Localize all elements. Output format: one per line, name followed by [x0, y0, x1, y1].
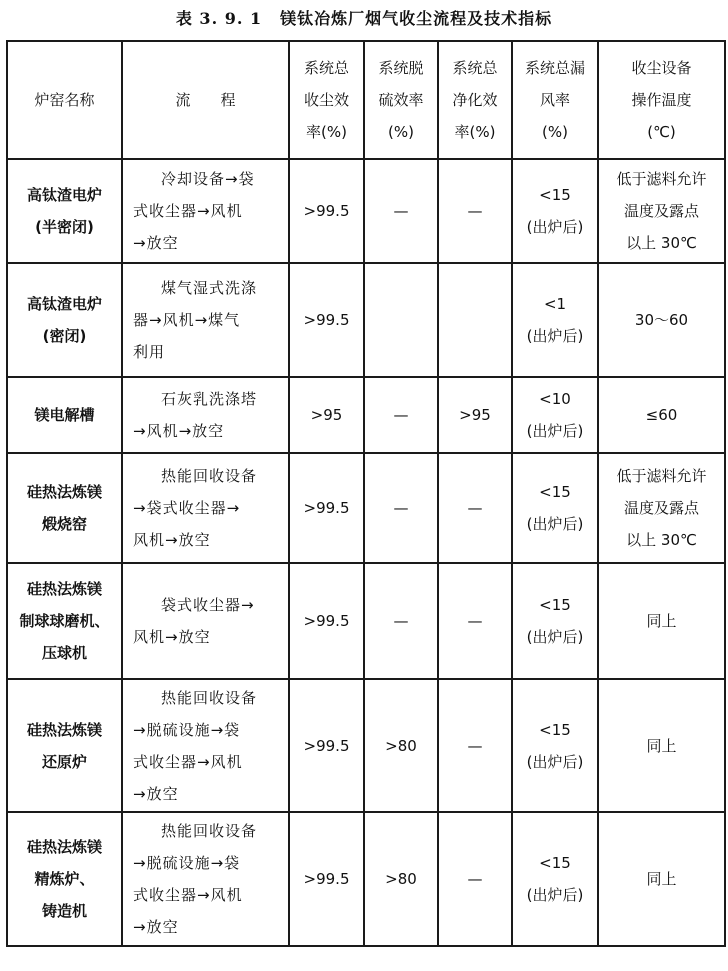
cell-process: 冷却设备→袋 式收尘器→风机 →放空 [122, 159, 289, 263]
cell-process: 热能回收设备 →脱硫设施→袋 式收尘器→风机 →放空 [122, 812, 289, 946]
cell-temperature: 低于滤料允许 温度及露点 以上 30℃ [598, 159, 725, 263]
cell-name: 高钛渣电炉 (半密闭) [7, 159, 122, 263]
cell-efficiency: >99.5 [289, 263, 364, 377]
cell-efficiency: >99.5 [289, 812, 364, 946]
cell-name: 硅热法炼镁 煅烧窑 [7, 453, 122, 563]
cell-purification: — [438, 812, 512, 946]
cell-temperature: 同上 [598, 679, 725, 812]
cell-desulfurization: — [364, 377, 438, 453]
cell-leakage: <15 (出炉后) [512, 159, 598, 263]
cell-desulfurization: — [364, 563, 438, 679]
cell-efficiency: >99.5 [289, 159, 364, 263]
cell-purification: — [438, 563, 512, 679]
table-number: 表 3. 9. 1 [175, 9, 263, 28]
cell-desulfurization [364, 263, 438, 377]
header-desulfurization: 系统脱 硫效率 (%) [364, 41, 438, 159]
table-title [0, 6, 728, 29]
cell-purification: — [438, 453, 512, 563]
cell-desulfurization: — [364, 159, 438, 263]
cell-temperature: 同上 [598, 812, 725, 946]
cell-desulfurization: >80 [364, 812, 438, 946]
cell-process: 热能回收设备 →袋式收尘器→ 风机→放空 [122, 453, 289, 563]
cell-leakage: <15 (出炉后) [512, 453, 598, 563]
cell-process: 石灰乳洗涤塔 →风机→放空 [122, 377, 289, 453]
table-caption: 镁钛冶炼厂烟气收尘流程及技术指标 [280, 9, 553, 28]
table-row [7, 263, 725, 377]
cell-efficiency: >99.5 [289, 563, 364, 679]
cell-purification [438, 263, 512, 377]
table-row [7, 377, 725, 453]
table-row [7, 453, 725, 563]
cell-process: 煤气湿式洗涤 器→风机→煤气 利用 [122, 263, 289, 377]
cell-temperature: 低于滤料允许 温度及露点 以上 30℃ [598, 453, 725, 563]
header-temperature: 收尘设备 操作温度 (℃) [598, 41, 725, 159]
cell-process: 热能回收设备 →脱硫设施→袋 式收尘器→风机 →放空 [122, 679, 289, 812]
cell-desulfurization: — [364, 453, 438, 563]
header-process: 流 程 [122, 41, 289, 159]
cell-leakage: <15 (出炉后) [512, 812, 598, 946]
table-row [7, 812, 725, 946]
header-purification: 系统总 净化效 率(%) [438, 41, 512, 159]
cell-efficiency: >99.5 [289, 453, 364, 563]
header-efficiency: 系统总 收尘效 率(%) [289, 41, 364, 159]
cell-temperature: ≤60 [598, 377, 725, 453]
cell-name: 硅热法炼镁 还原炉 [7, 679, 122, 812]
cell-name: 硅热法炼镁 制球球磨机、 压球机 [7, 563, 122, 679]
cell-leakage: <1 (出炉后) [512, 263, 598, 377]
cell-process: 袋式收尘器→ 风机→放空 [122, 563, 289, 679]
header-name: 炉窑名称 [7, 41, 122, 159]
data-table [6, 40, 726, 947]
table-row [7, 679, 725, 812]
table-row [7, 159, 725, 263]
cell-purification: — [438, 159, 512, 263]
cell-leakage: <10 (出炉后) [512, 377, 598, 453]
header-row [7, 41, 725, 159]
header-leakage: 系统总漏 风率 (%) [512, 41, 598, 159]
cell-efficiency: >95 [289, 377, 364, 453]
cell-name: 镁电解槽 [7, 377, 122, 453]
cell-name: 硅热法炼镁 精炼炉、 铸造机 [7, 812, 122, 946]
cell-name: 高钛渣电炉 (密闭) [7, 263, 122, 377]
cell-purification: >95 [438, 377, 512, 453]
table-row [7, 563, 725, 679]
cell-temperature: 同上 [598, 563, 725, 679]
cell-leakage: <15 (出炉后) [512, 563, 598, 679]
cell-efficiency: >99.5 [289, 679, 364, 812]
cell-leakage: <15 (出炉后) [512, 679, 598, 812]
cell-purification: — [438, 679, 512, 812]
cell-temperature: 30～60 [598, 263, 725, 377]
cell-desulfurization: >80 [364, 679, 438, 812]
